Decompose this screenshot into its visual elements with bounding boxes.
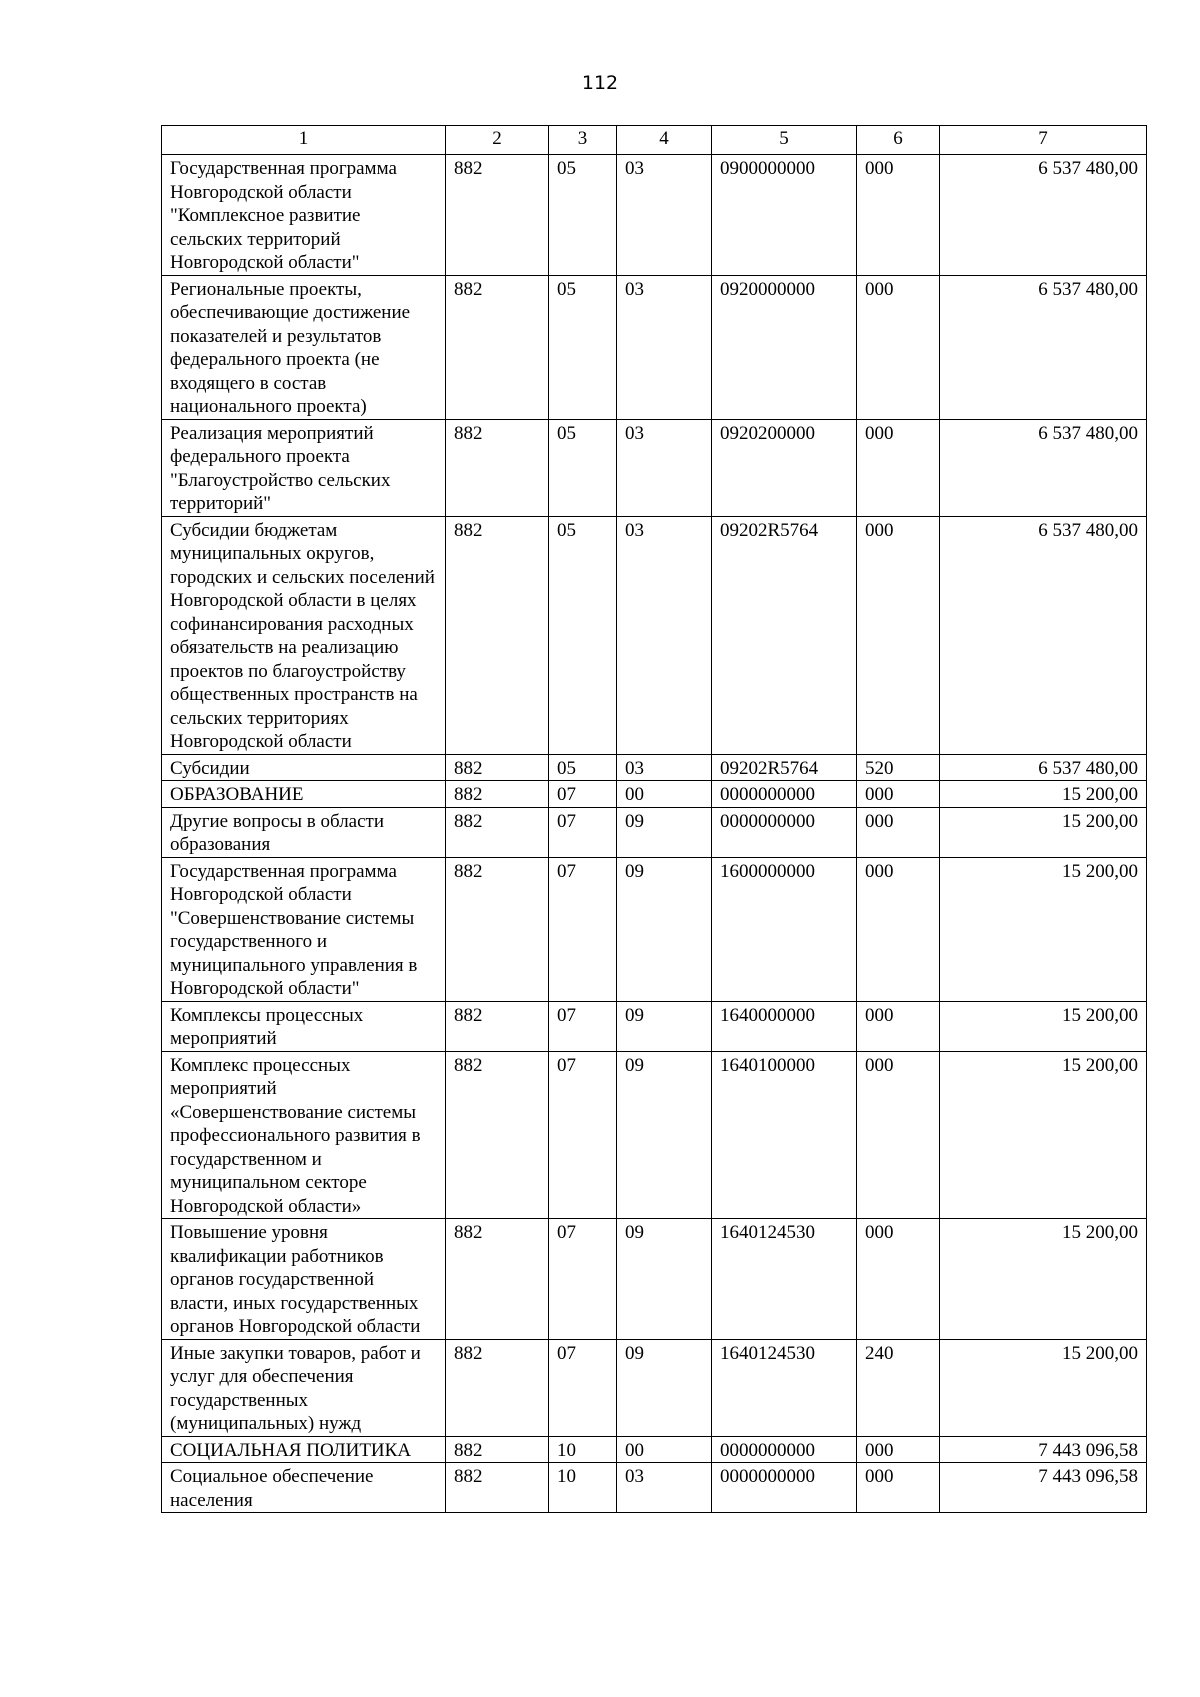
item-name: Региональные проекты, обеспечивающие достижение показателей и результатов федерального проекта (не входящего в состав национального проекта) [162, 275, 446, 419]
admin-code: 882 [446, 1219, 549, 1340]
section-code: 07 [549, 1051, 617, 1219]
table-row [162, 807, 1147, 857]
item-name: Государственная программа Новгородской области "Совершенствование системы государственного и муниципального управления в Новгородской области" [162, 857, 446, 1001]
target-article-code: 0000000000 [712, 807, 857, 857]
table-row [162, 1463, 1147, 1513]
subsection-code: 00 [617, 1436, 712, 1463]
item-name: Субсидии [162, 754, 446, 781]
amount: 6 537 480,00 [940, 275, 1147, 419]
admin-code: 882 [446, 1339, 549, 1436]
section-code: 05 [549, 275, 617, 419]
target-article-code: 09202R5764 [712, 754, 857, 781]
expense-type-code: 000 [857, 1219, 940, 1340]
amount: 15 200,00 [940, 1219, 1147, 1340]
target-article-code: 0900000000 [712, 155, 857, 276]
section-code: 07 [549, 1219, 617, 1340]
target-article-code: 1640124530 [712, 1219, 857, 1340]
admin-code: 882 [446, 1001, 549, 1051]
target-article-code: 1600000000 [712, 857, 857, 1001]
table-row [162, 1339, 1147, 1436]
target-article-code: 0000000000 [712, 1436, 857, 1463]
expense-type-code: 000 [857, 857, 940, 1001]
admin-code: 882 [446, 781, 549, 808]
column-header: 4 [617, 126, 712, 155]
expense-type-code: 520 [857, 754, 940, 781]
subsection-code: 03 [617, 155, 712, 276]
subsection-code: 09 [617, 1339, 712, 1436]
item-name: Комплексы процессных мероприятий [162, 1001, 446, 1051]
amount: 15 200,00 [940, 781, 1147, 808]
section-code: 05 [549, 155, 617, 276]
table-row [162, 1436, 1147, 1463]
amount: 6 537 480,00 [940, 419, 1147, 516]
table-row [162, 1001, 1147, 1051]
expense-type-code: 240 [857, 1339, 940, 1436]
item-name: ОБРАЗОВАНИЕ [162, 781, 446, 808]
expense-type-code: 000 [857, 1436, 940, 1463]
column-header: 1 [162, 126, 446, 155]
table-row [162, 781, 1147, 808]
subsection-code: 09 [617, 1051, 712, 1219]
amount: 15 200,00 [940, 1339, 1147, 1436]
amount: 15 200,00 [940, 1001, 1147, 1051]
target-article-code: 1640100000 [712, 1051, 857, 1219]
column-header: 7 [940, 126, 1147, 155]
target-article-code: 0920200000 [712, 419, 857, 516]
item-name: Иные закупки товаров, работ и услуг для обеспечения государственных (муниципальных) нужд [162, 1339, 446, 1436]
table-row [162, 419, 1147, 516]
section-code: 05 [549, 419, 617, 516]
expense-type-code: 000 [857, 275, 940, 419]
table-row [162, 857, 1147, 1001]
expense-type-code: 000 [857, 155, 940, 276]
header-row [162, 126, 1147, 155]
amount: 15 200,00 [940, 807, 1147, 857]
amount: 6 537 480,00 [940, 516, 1147, 754]
admin-code: 882 [446, 754, 549, 781]
subsection-code: 03 [617, 275, 712, 419]
admin-code: 882 [446, 419, 549, 516]
item-name: Реализация мероприятий федерального проекта "Благоустройство сельских территорий" [162, 419, 446, 516]
table-row [162, 516, 1147, 754]
amount: 7 443 096,58 [940, 1436, 1147, 1463]
item-name: Другие вопросы в области образования [162, 807, 446, 857]
subsection-code: 00 [617, 781, 712, 808]
amount: 7 443 096,58 [940, 1463, 1147, 1513]
amount: 15 200,00 [940, 1051, 1147, 1219]
amount: 15 200,00 [940, 857, 1147, 1001]
target-article-code: 0000000000 [712, 781, 857, 808]
admin-code: 882 [446, 155, 549, 276]
column-header: 3 [549, 126, 617, 155]
section-code: 05 [549, 754, 617, 781]
item-name: Комплекс процессных мероприятий «Совершенствование системы профессионального развития в государственном и муниципальном секторе Новгородской области» [162, 1051, 446, 1219]
subsection-code: 09 [617, 857, 712, 1001]
expense-type-code: 000 [857, 419, 940, 516]
admin-code: 882 [446, 807, 549, 857]
expense-type-code: 000 [857, 781, 940, 808]
expense-type-code: 000 [857, 807, 940, 857]
item-name: Повышение уровня квалификации работников органов государственной власти, иных государственных органов Новгородской области [162, 1219, 446, 1340]
admin-code: 882 [446, 1051, 549, 1219]
section-code: 07 [549, 1339, 617, 1436]
section-code: 07 [549, 781, 617, 808]
subsection-code: 09 [617, 807, 712, 857]
admin-code: 882 [446, 857, 549, 1001]
column-header: 5 [712, 126, 857, 155]
section-code: 07 [549, 1001, 617, 1051]
budget-table [161, 125, 1147, 1513]
amount: 6 537 480,00 [940, 754, 1147, 781]
expense-type-code: 000 [857, 1051, 940, 1219]
section-code: 05 [549, 516, 617, 754]
table-row [162, 754, 1147, 781]
subsection-code: 03 [617, 1463, 712, 1513]
expense-type-code: 000 [857, 516, 940, 754]
expense-type-code: 000 [857, 1001, 940, 1051]
table-row [162, 1051, 1147, 1219]
expense-type-code: 000 [857, 1463, 940, 1513]
subsection-code: 03 [617, 516, 712, 754]
column-header: 6 [857, 126, 940, 155]
subsection-code: 03 [617, 419, 712, 516]
table-row [162, 1219, 1147, 1340]
section-code: 10 [549, 1463, 617, 1513]
section-code: 10 [549, 1436, 617, 1463]
table-row [162, 275, 1147, 419]
admin-code: 882 [446, 275, 549, 419]
admin-code: 882 [446, 516, 549, 754]
amount: 6 537 480,00 [940, 155, 1147, 276]
item-name: Социальное обеспечение населения [162, 1463, 446, 1513]
admin-code: 882 [446, 1463, 549, 1513]
target-article-code: 0920000000 [712, 275, 857, 419]
item-name: Государственная программа Новгородской области "Комплексное развитие сельских территорий Новгородской области" [162, 155, 446, 276]
target-article-code: 1640124530 [712, 1339, 857, 1436]
target-article-code: 09202R5764 [712, 516, 857, 754]
subsection-code: 09 [617, 1001, 712, 1051]
section-code: 07 [549, 807, 617, 857]
page-number: 112 [581, 72, 619, 94]
table-row [162, 155, 1147, 276]
item-name: СОЦИАЛЬНАЯ ПОЛИТИКА [162, 1436, 446, 1463]
target-article-code: 0000000000 [712, 1463, 857, 1513]
admin-code: 882 [446, 1436, 549, 1463]
target-article-code: 1640000000 [712, 1001, 857, 1051]
column-header: 2 [446, 126, 549, 155]
section-code: 07 [549, 857, 617, 1001]
subsection-code: 09 [617, 1219, 712, 1340]
item-name: Субсидии бюджетам муниципальных округов, городских и сельских поселений Новгородской области в целях софинансирования расходных обязательств на реализацию проектов по благоустройству общественных пространств на сельских территориях Новгородской области [162, 516, 446, 754]
subsection-code: 03 [617, 754, 712, 781]
